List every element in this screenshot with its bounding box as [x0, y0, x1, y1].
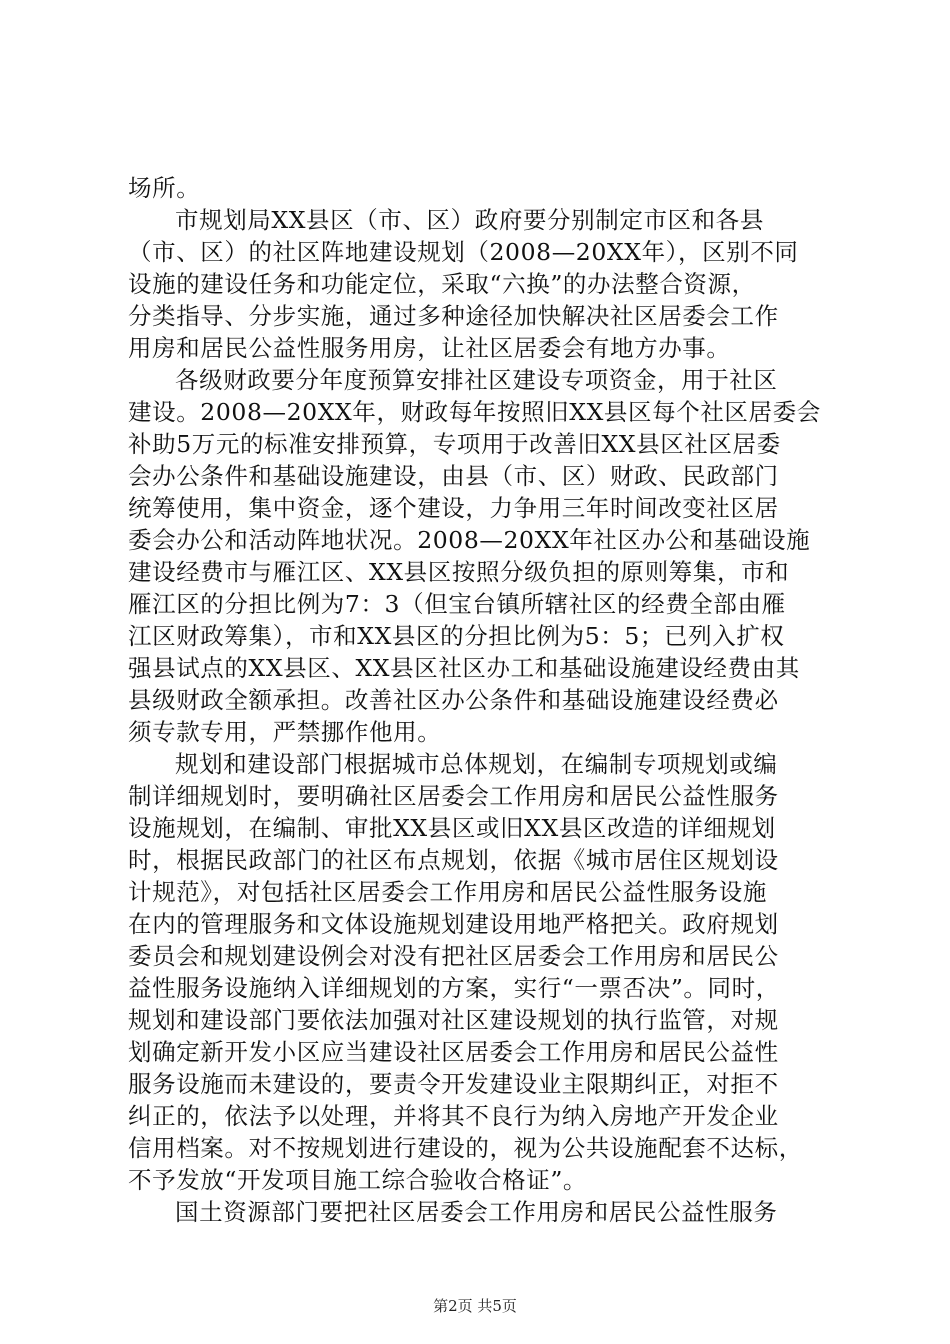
text-line: 划确定新开发小区应当建设社区居委会工作用房和居民公益性 [128, 1038, 779, 1066]
text-line: 委会办公和活动阵地状况。2008—20XX年社区办公和基础设施 [128, 526, 811, 554]
paragraph-start-line: 规划和建设部门根据城市总体规划，在编制专项规划或编 [175, 750, 778, 778]
text-line: 制详细规划时，要明确社区居委会工作用房和居民公益性服务 [128, 782, 779, 810]
text-line: 县级财政全额承担。改善社区办公条件和基础设施建设经费必 [128, 686, 779, 714]
paragraph-start-line: 市规划局XX县区（市、区）政府要分别制定市区和各县 [175, 206, 764, 234]
text-line: 计规范》，对包括社区居委会工作用房和居民公益性服务设施 [128, 878, 767, 906]
text-line: 建设。2008—20XX年，财政每年按照旧XX县区每个社区居委会 [128, 398, 821, 426]
text-line: （市、区）的社区阵地建设规划（2008—20XX年），区别不同 [128, 238, 799, 266]
text-line: 设施的建设任务和功能定位，采取“六换”的办法整合资源， [128, 270, 756, 298]
text-line: 强县试点的XX县区、XX县区社区办工和基础设施建设经费由其 [128, 654, 800, 682]
text-line: 在内的管理服务和文体设施规划建设用地严格把关。政府规划 [128, 910, 779, 938]
text-line: 益性服务设施纳入详细规划的方案，实行“一票否决”。同时， [128, 974, 780, 1002]
text-line: 会办公条件和基础设施建设，由县（市、区）财政、民政部门 [128, 462, 779, 490]
text-line: 用房和居民公益性服务用房，让社区居委会有地方办事。 [128, 334, 731, 362]
text-line: 时，根据民政部门的社区布点规划，依据《城市居住区规划设 [128, 846, 779, 874]
text-line: 雁江区的分担比例为7：3（但宝台镇所辖社区的经费全部由雁 [128, 590, 786, 618]
paragraph-start-line: 国土资源部门要把社区居委会工作用房和居民公益性服务 [175, 1198, 778, 1226]
text-line: 规划和建设部门要依法加强对社区建设规划的执行监管，对规 [128, 1006, 779, 1034]
text-line: 设施规划，在编制、审批XX县区或旧XX县区改造的详细规划 [128, 814, 776, 842]
page-number-footer: 第2页 共5页 [433, 1297, 517, 1315]
text-line: 不予发放“开发项目施工综合验收合格证”。 [128, 1166, 588, 1194]
text-line: 统筹使用，集中资金，逐个建设，力争用三年时间改变社区居 [128, 494, 779, 522]
text-line: 补助5万元的标准安排预算，专项用于改善旧XX县区社区居委 [128, 430, 781, 458]
text-line: 信用档案。对不按规划进行建设的，视为公共设施配套不达标， [128, 1134, 803, 1162]
text-line: 委员会和规划建设例会对没有把社区居委会工作用房和居民公 [128, 942, 779, 970]
text-line: 江区财政筹集），市和XX县区的分担比例为5：5；已列入扩权 [128, 622, 785, 650]
text-line: 分类指导、分步实施，通过多种途径加快解决社区居委会工作 [128, 302, 779, 330]
document-body [128, 172, 834, 1228]
text-line: 场所。 [128, 174, 201, 202]
text-line: 须专款专用，严禁挪作他用。 [128, 718, 442, 746]
text-line: 纠正的，依法予以处理，并将其不良行为纳入房地产开发企业 [128, 1102, 779, 1130]
text-line: 服务设施而未建设的，要责令开发建设业主限期纠正，对拒不 [128, 1070, 779, 1098]
text-line: 建设经费市与雁江区、XX县区按照分级负担的原则筹集，市和 [128, 558, 790, 586]
paragraph-start-line: 各级财政要分年度预算安排社区建设专项资金，用于社区 [175, 366, 778, 394]
